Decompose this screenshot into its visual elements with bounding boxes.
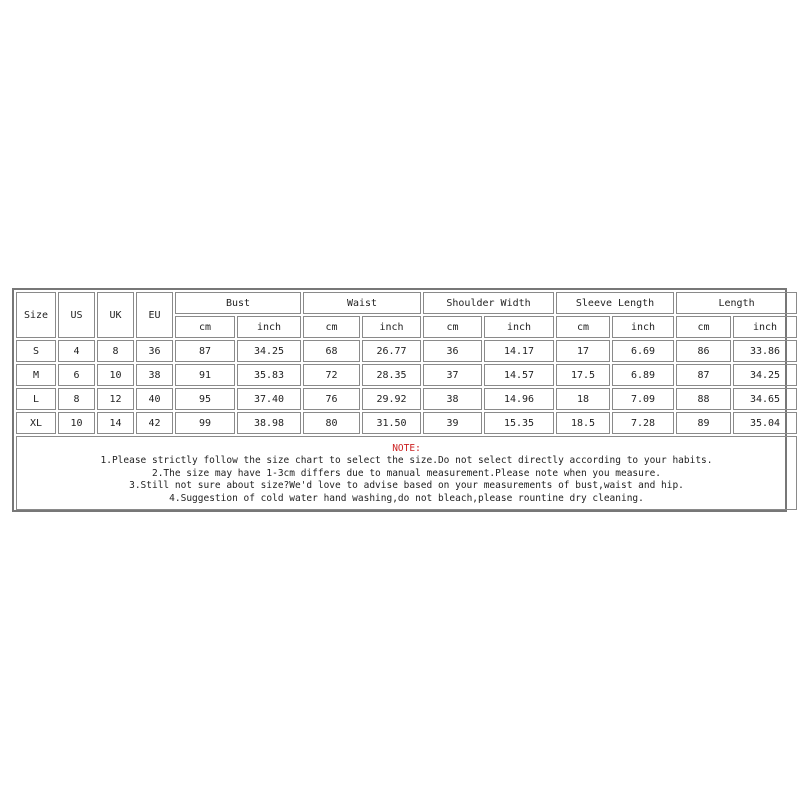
cell-length-inch: 34.25 [733,364,797,386]
unit-cm: cm [175,316,235,338]
header-row [16,292,797,314]
cell-waist-inch: 31.50 [362,412,421,434]
cell-eu: 40 [136,388,173,410]
cell-size: M [16,364,56,386]
cell-length-inch: 34.65 [733,388,797,410]
note-line-2: 2.The size may have 1-3cm differs due to manual measurement.Please note when you measure. [151,467,662,479]
unit-inch: inch [484,316,554,338]
cell-waist-inch: 29.92 [362,388,421,410]
unit-cm: cm [303,316,360,338]
cell-uk: 14 [97,412,134,434]
cell-shoulder-cm: 38 [423,388,482,410]
unit-inch: inch [733,316,797,338]
header-eu: EU [136,292,173,338]
cell-us: 6 [58,364,95,386]
cell-shoulder-cm: 37 [423,364,482,386]
cell-size: L [16,388,56,410]
header-bust: Bust [175,292,301,314]
cell-length-cm: 88 [676,388,731,410]
cell-waist-cm: 76 [303,388,360,410]
cell-size: S [16,340,56,362]
cell-eu: 36 [136,340,173,362]
cell-length-cm: 87 [676,364,731,386]
cell-us: 4 [58,340,95,362]
header-us: US [58,292,95,338]
cell-shoulder-cm: 39 [423,412,482,434]
cell-sleeve-inch: 6.89 [612,364,674,386]
cell-sleeve-cm: 18 [556,388,610,410]
note-line-1: 1.Please strictly follow the size chart to select the size.Do not select directly according to your habits. [100,455,713,467]
cell-sleeve-inch: 7.28 [612,412,674,434]
cell-bust-cm: 95 [175,388,235,410]
unit-cm: cm [556,316,610,338]
note-line-3: 3.Still not sure about size?We'd love to advise based on your measurements of bust,waist and hip. [129,480,684,492]
cell-eu: 38 [136,364,173,386]
cell-sleeve-inch: 7.09 [612,388,674,410]
table-row [16,412,797,434]
cell-bust-cm: 99 [175,412,235,434]
cell-us: 8 [58,388,95,410]
note-line-4: 4.Suggestion of cold water hand washing,do not bleach,please rountine dry cleaning. [169,492,644,504]
cell-uk: 8 [97,340,134,362]
unit-inch: inch [612,316,674,338]
cell-length-cm: 86 [676,340,731,362]
cell-us: 10 [58,412,95,434]
cell-length-inch: 35.04 [733,412,797,434]
header-waist: Waist [303,292,421,314]
unit-inch: inch [362,316,421,338]
cell-waist-cm: 68 [303,340,360,362]
cell-shoulder-inch: 14.57 [484,364,554,386]
cell-shoulder-inch: 14.96 [484,388,554,410]
note-title: NOTE: [392,442,421,454]
cell-waist-inch: 28.35 [362,364,421,386]
unit-cm: cm [423,316,482,338]
cell-waist-inch: 26.77 [362,340,421,362]
cell-uk: 12 [97,388,134,410]
header-shoulder-width: Shoulder Width [423,292,554,314]
cell-sleeve-cm: 17 [556,340,610,362]
header-uk: UK [97,292,134,338]
cell-sleeve-cm: 18.5 [556,412,610,434]
cell-bust-inch: 35.83 [237,364,301,386]
header-size: Size [16,292,56,338]
size-chart-table [14,290,799,512]
cell-waist-cm: 80 [303,412,360,434]
table-row [16,340,797,362]
cell-bust-inch: 34.25 [237,340,301,362]
note-box [16,436,797,510]
cell-eu: 42 [136,412,173,434]
header-length: Length [676,292,797,314]
cell-sleeve-inch: 6.69 [612,340,674,362]
cell-length-cm: 89 [676,412,731,434]
cell-bust-cm: 87 [175,340,235,362]
table-row [16,388,797,410]
note-row [16,436,797,510]
unit-cm: cm [676,316,731,338]
cell-length-inch: 33.86 [733,340,797,362]
cell-waist-cm: 72 [303,364,360,386]
cell-sleeve-cm: 17.5 [556,364,610,386]
cell-shoulder-inch: 15.35 [484,412,554,434]
header-sleeve-length: Sleeve Length [556,292,674,314]
cell-shoulder-inch: 14.17 [484,340,554,362]
size-chart [12,288,787,512]
cell-shoulder-cm: 36 [423,340,482,362]
cell-uk: 10 [97,364,134,386]
cell-bust-inch: 38.98 [237,412,301,434]
unit-inch: inch [237,316,301,338]
cell-bust-cm: 91 [175,364,235,386]
cell-size: XL [16,412,56,434]
cell-bust-inch: 37.40 [237,388,301,410]
table-row [16,364,797,386]
